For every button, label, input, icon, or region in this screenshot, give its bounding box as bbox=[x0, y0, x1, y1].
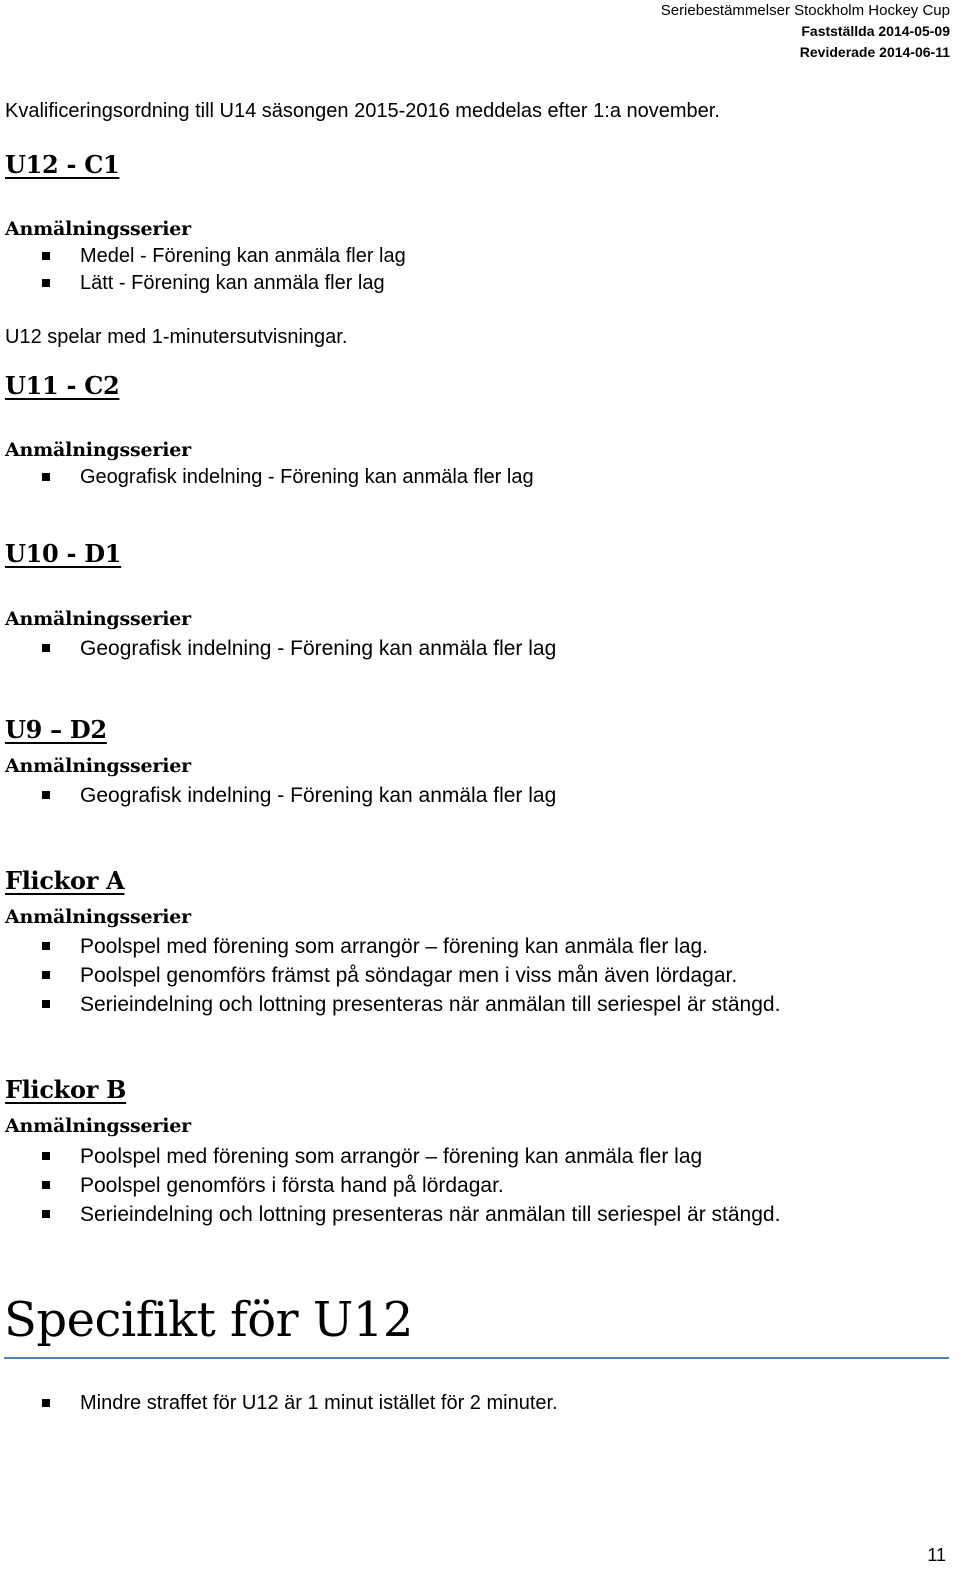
list-item: Lätt - Förening kan anmäla fler lag bbox=[40, 270, 406, 297]
list-u11 bbox=[40, 464, 534, 491]
list-item: Poolspel genomförs främst på söndagar men i viss mån även lördagar. bbox=[40, 961, 780, 990]
bullet-icon bbox=[42, 279, 50, 287]
bullet-icon bbox=[42, 1152, 50, 1160]
list-u10 bbox=[40, 634, 556, 663]
subheading-u10: Anmälningsserier bbox=[5, 608, 191, 630]
bullet-icon bbox=[42, 1000, 50, 1008]
bullet-icon bbox=[42, 252, 50, 260]
bullet-icon bbox=[42, 1399, 50, 1407]
subheading-u11: Anmälningsserier bbox=[5, 439, 191, 461]
page-number: 11 bbox=[927, 1545, 946, 1565]
heading-specifikt-u12: Specifikt för U12 bbox=[4, 1292, 413, 1348]
list-item: Geografisk indelning - Förening kan anmäla fler lag bbox=[40, 634, 556, 663]
bullet-icon bbox=[42, 971, 50, 979]
list-item: Serieindelning och lottning presenteras när anmälan till seriespel är stängd. bbox=[40, 1200, 780, 1229]
list-item: Medel - Förening kan anmäla fler lag bbox=[40, 243, 406, 270]
subheading-flickor-a: Anmälningsserier bbox=[5, 906, 191, 928]
subheading-u9: Anmälningsserier bbox=[5, 755, 191, 777]
u12-note: U12 spelar med 1-minutersutvisningar. bbox=[5, 326, 348, 348]
subheading-u12: Anmälningsserier bbox=[5, 218, 191, 240]
list-item: Poolspel med förening som arrangör – förening kan anmäla fler lag. bbox=[40, 932, 780, 961]
bullet-icon bbox=[42, 1181, 50, 1189]
header-line-3: Reviderade 2014-06-11 bbox=[799, 44, 950, 60]
bullet-icon bbox=[42, 644, 50, 652]
list-item: Geografisk indelning - Förening kan anmäla fler lag bbox=[40, 781, 556, 810]
list-specifikt-u12 bbox=[40, 1390, 558, 1417]
intro-paragraph: Kvalificeringsordning till U14 säsongen 2015-2016 meddelas efter 1:a november. bbox=[5, 100, 720, 122]
bullet-icon bbox=[42, 1210, 50, 1218]
list-u9 bbox=[40, 781, 556, 810]
section-title-flickor-a: Flickor A bbox=[5, 866, 125, 895]
section-title-flickor-b: Flickor B bbox=[5, 1075, 127, 1104]
page-header bbox=[661, 0, 950, 63]
subheading-flickor-b: Anmälningsserier bbox=[5, 1115, 191, 1137]
list-item: Serieindelning och lottning presenteras när anmälan till seriespel är stängd. bbox=[40, 990, 780, 1019]
section-title-u10: U10 - D1 bbox=[5, 539, 122, 568]
section-title-u12: U12 - C1 bbox=[5, 150, 120, 179]
list-item: Poolspel genomförs i första hand på lördagar. bbox=[40, 1171, 780, 1200]
list-u12 bbox=[40, 243, 406, 297]
bullet-icon bbox=[42, 791, 50, 799]
section-title-u11: U11 - C2 bbox=[5, 371, 120, 400]
header-line-1: Seriebestämmelser Stockholm Hockey Cup bbox=[660, 2, 950, 19]
bullet-icon bbox=[42, 473, 50, 481]
bullet-icon bbox=[42, 942, 50, 950]
list-item: Poolspel med förening som arrangör – förening kan anmäla fler lag bbox=[40, 1142, 780, 1171]
list-flickor-b bbox=[40, 1142, 780, 1229]
list-flickor-a bbox=[40, 932, 780, 1019]
section-title-u9: U9 – D2 bbox=[5, 715, 107, 744]
list-item: Geografisk indelning - Förening kan anmäla fler lag bbox=[40, 464, 534, 491]
heading-rule bbox=[4, 1357, 949, 1359]
list-item: Mindre straffet för U12 är 1 minut istället för 2 minuter. bbox=[40, 1390, 558, 1417]
header-line-2: Fastställda 2014-05-09 bbox=[801, 23, 950, 39]
